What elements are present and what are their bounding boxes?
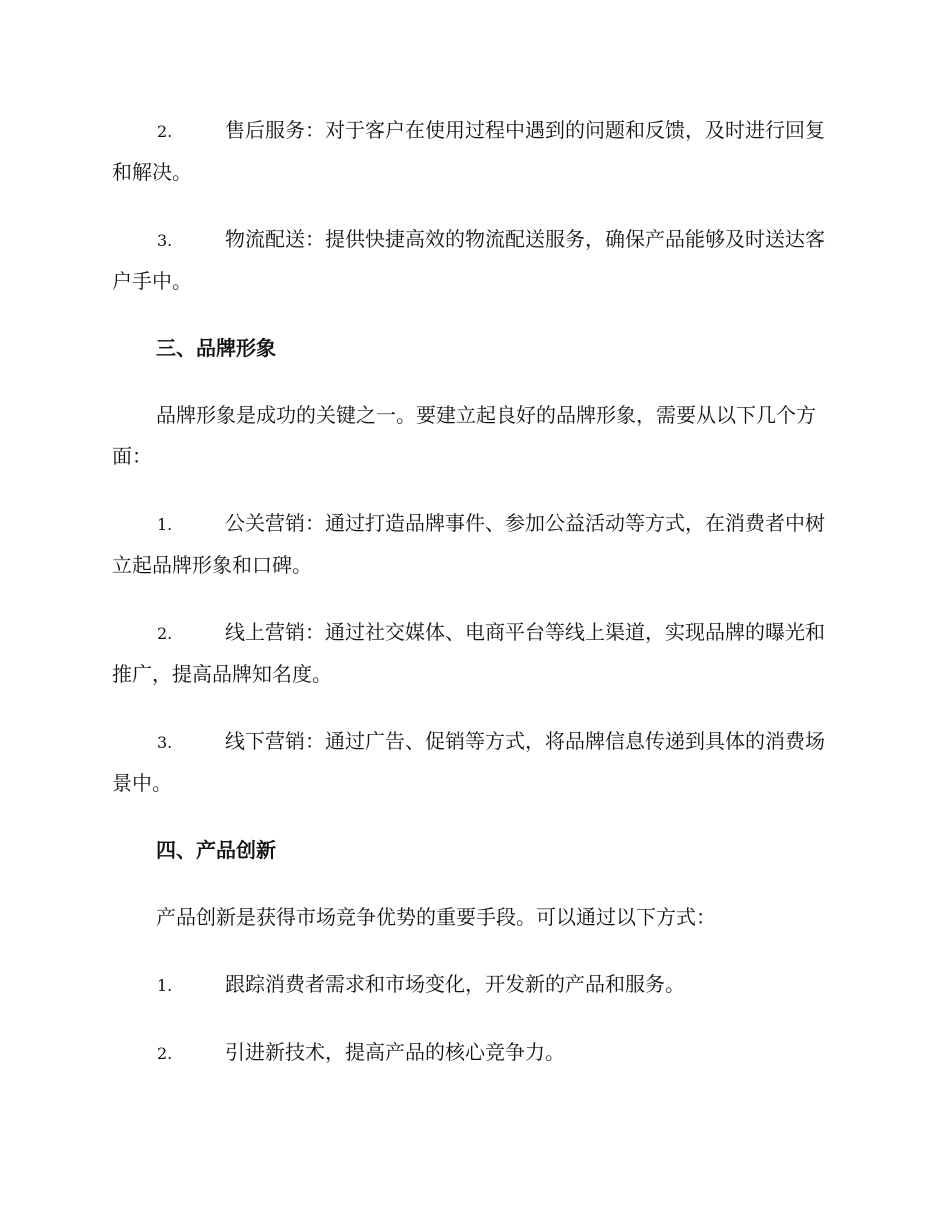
list-item — [112, 503, 834, 586]
section-heading: 四、产品创新 — [156, 838, 276, 862]
section-heading: 三、品牌形象 — [156, 336, 276, 360]
list-number: 3. — [157, 231, 173, 250]
list-text: 线下营销：通过广告、促销等方式，将品牌信息传递到具体的消费场景中。 — [112, 729, 825, 795]
list-item — [112, 219, 834, 302]
list-number: 1. — [157, 515, 173, 534]
list-item — [112, 110, 834, 193]
list-item — [112, 721, 834, 804]
list-number: 1. — [157, 976, 173, 995]
document-page — [112, 110, 834, 1100]
list-item — [112, 964, 834, 1006]
list-text: 公关营销：通过打造品牌事件、参加公益活动等方式，在消费者中树立起品牌形象和口碑。 — [112, 511, 825, 577]
list-text: 线上营销：通过社交媒体、电商平台等线上渠道，实现品牌的曝光和推广，提高品牌知名度。 — [112, 620, 825, 686]
list-item — [112, 1032, 834, 1074]
list-number: 3. — [157, 733, 173, 752]
list-text: 引进新技术，提高产品的核心竞争力。 — [225, 1040, 565, 1064]
paragraph: 产品创新是获得市场竞争优势的重要手段。可以通过以下方式： — [156, 905, 716, 929]
list-number: 2. — [157, 1044, 173, 1063]
paragraph: 品牌形象是成功的关键之一。要建立起良好的品牌形象，需要从以下几个方面： — [112, 403, 816, 468]
list-text: 物流配送：提供快捷高效的物流配送服务，确保产品能够及时送达客户手中。 — [112, 227, 825, 293]
list-number: 2. — [157, 624, 173, 643]
list-text: 售后服务：对于客户在使用过程中遇到的问题和反馈，及时进行回复和解决。 — [112, 118, 825, 184]
list-number: 2. — [157, 122, 173, 141]
list-item — [112, 612, 834, 695]
list-text: 跟踪消费者需求和市场变化，开发新的产品和服务。 — [225, 972, 685, 996]
